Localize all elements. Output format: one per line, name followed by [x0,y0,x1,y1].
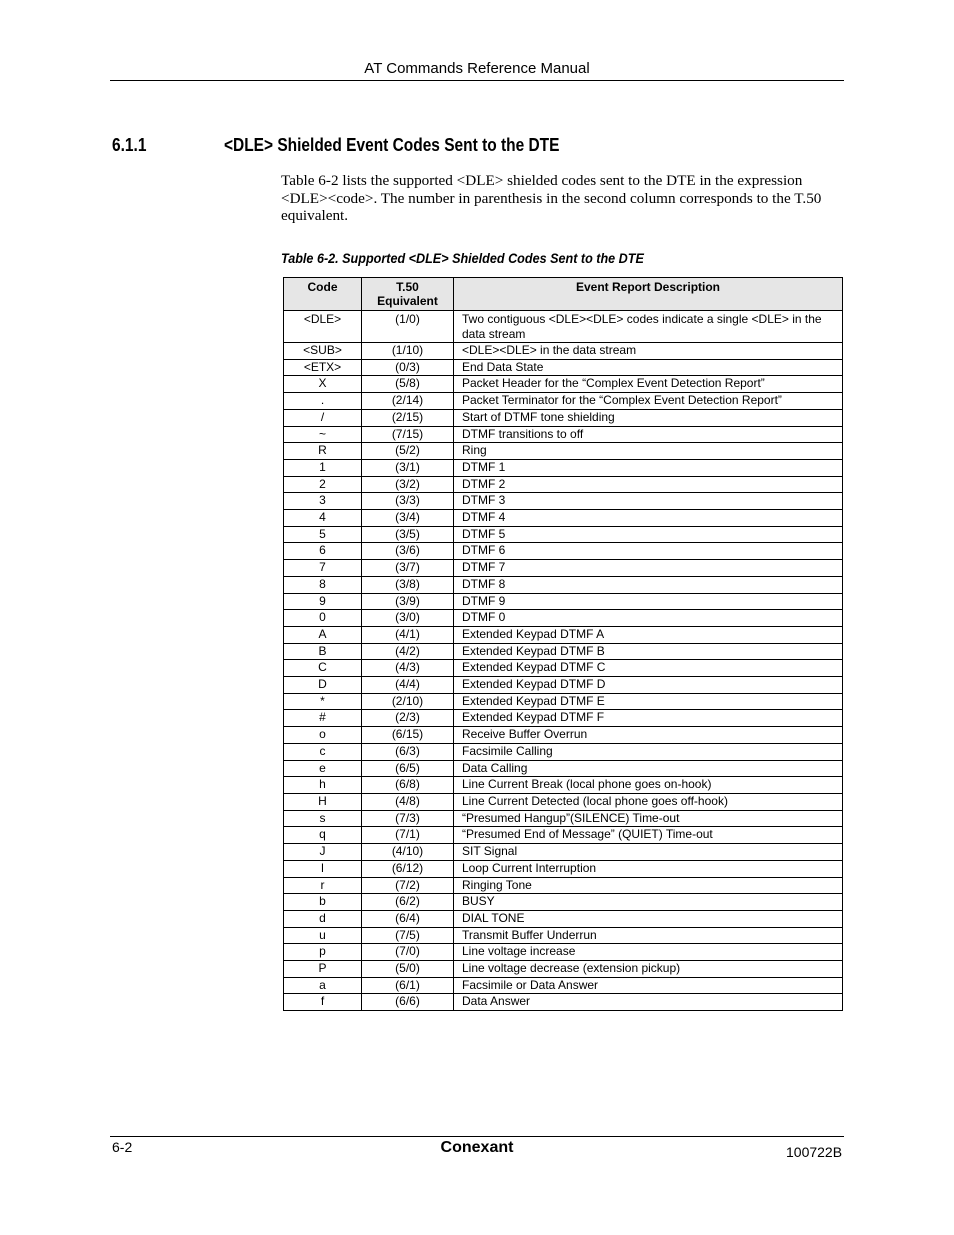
description-cell: Facsimile Calling [454,743,843,760]
t50-cell: (7/1) [362,827,454,844]
description-cell: Extended Keypad DTMF D [454,677,843,694]
code-cell: h [284,777,362,794]
t50-cell: (6/1) [362,977,454,994]
code-cell: 4 [284,510,362,527]
table-row [284,593,843,610]
column-header-description: Event Report Description [454,278,843,311]
header-divider [110,80,844,81]
description-cell: DTMF 8 [454,576,843,593]
code-cell: b [284,894,362,911]
t50-header-line1: T.50 [396,280,419,294]
shielded-codes-table [283,277,843,1011]
description-cell: BUSY [454,894,843,911]
description-cell: “Presumed End of Message” (QUIET) Time-out [454,827,843,844]
t50-cell: (4/1) [362,626,454,643]
table-row [284,944,843,961]
t50-cell: (0/3) [362,359,454,376]
description-cell: DTMF 9 [454,593,843,610]
code-cell: a [284,977,362,994]
table-row [284,376,843,393]
code-cell: 0 [284,610,362,627]
code-cell: ~ [284,426,362,443]
table-row [284,510,843,527]
description-cell: DTMF transitions to off [454,426,843,443]
code-cell: 1 [284,459,362,476]
description-cell: Data Calling [454,760,843,777]
code-cell: 2 [284,476,362,493]
code-cell: 9 [284,593,362,610]
t50-cell: (6/3) [362,743,454,760]
table-row [284,961,843,978]
t50-cell: (4/8) [362,793,454,810]
table-row [284,710,843,727]
table-row [284,693,843,710]
t50-cell: (4/4) [362,677,454,694]
t50-cell: (3/6) [362,543,454,560]
code-cell: D [284,677,362,694]
description-cell: DTMF 1 [454,459,843,476]
table-row [284,994,843,1011]
t50-cell: (3/9) [362,593,454,610]
table-row [284,311,843,343]
t50-cell: (7/5) [362,927,454,944]
code-cell: u [284,927,362,944]
description-cell: DTMF 3 [454,493,843,510]
t50-cell: (6/12) [362,860,454,877]
description-cell: Line Current Break (local phone goes on-hook) [454,777,843,794]
description-cell: Line voltage increase [454,944,843,961]
description-cell: Line voltage decrease (extension pickup) [454,961,843,978]
t50-cell: (3/5) [362,526,454,543]
description-cell: Extended Keypad DTMF B [454,643,843,660]
code-cell: 5 [284,526,362,543]
t50-cell: (2/15) [362,409,454,426]
t50-cell: (7/15) [362,426,454,443]
table-row [284,443,843,460]
table-row [284,560,843,577]
description-cell: Packet Terminator for the “Complex Event Detection Report” [454,393,843,410]
table-row [284,643,843,660]
code-cell: P [284,961,362,978]
table-row [284,359,843,376]
description-cell: DTMF 7 [454,560,843,577]
table-row [284,459,843,476]
t50-cell: (6/8) [362,777,454,794]
description-cell: End Data State [454,359,843,376]
code-cell: A [284,626,362,643]
t50-cell: (6/5) [362,760,454,777]
description-cell: Packet Header for the “Complex Event Detection Report” [454,376,843,393]
code-cell: * [284,693,362,710]
description-cell: DTMF 2 [454,476,843,493]
description-cell: Data Answer [454,994,843,1011]
page-number: 6-2 [112,1139,133,1155]
code-cell: <ETX> [284,359,362,376]
code-cell: 7 [284,560,362,577]
table-row [284,860,843,877]
table-body [284,311,843,1011]
t50-cell: (6/4) [362,910,454,927]
section-number: 6.1.1 [112,135,147,155]
code-cell: r [284,877,362,894]
t50-cell: (4/3) [362,660,454,677]
t50-cell: (3/4) [362,510,454,527]
running-header: AT Commands Reference Manual [364,60,590,77]
description-cell: Ring [454,443,843,460]
company-name: Conexant [440,1139,514,1156]
code-cell: c [284,743,362,760]
t50-cell: (1/10) [362,343,454,360]
code-cell: 8 [284,576,362,593]
code-cell: R [284,443,362,460]
t50-cell: (5/0) [362,961,454,978]
t50-cell: (6/2) [362,894,454,911]
table-row [284,660,843,677]
table-row [284,393,843,410]
t50-cell: (7/2) [362,877,454,894]
description-cell: Extended Keypad DTMF A [454,626,843,643]
intro-paragraph: Table 6-2 lists the supported <DLE> shielded codes sent to the DTE in the expression <DLE><code>. The number in parenthesis in the second column corresponds to the T.50 equivalent. [281,172,822,224]
code-cell: <SUB> [284,343,362,360]
table-header-row [284,278,843,311]
description-cell: Loop Current Interruption [454,860,843,877]
table-row [284,476,843,493]
document-number: 100722B [786,1144,843,1160]
table-row [284,894,843,911]
code-cell: # [284,710,362,727]
t50-cell: (1/0) [362,311,454,343]
t50-cell: (3/2) [362,476,454,493]
code-cell: p [284,944,362,961]
code-cell: d [284,910,362,927]
code-cell: X [284,376,362,393]
code-cell: e [284,760,362,777]
code-cell: o [284,727,362,744]
table-row [284,743,843,760]
t50-cell: (3/0) [362,610,454,627]
table-row [284,777,843,794]
table-row [284,610,843,627]
table-row [284,493,843,510]
description-cell: DTMF 4 [454,510,843,527]
table-row [284,526,843,543]
column-header-t50 [362,278,454,311]
t50-cell: (3/7) [362,560,454,577]
code-cell: C [284,660,362,677]
t50-cell: (5/8) [362,376,454,393]
table-row [284,543,843,560]
t50-cell: (4/2) [362,643,454,660]
t50-cell: (3/1) [362,459,454,476]
t50-header-line2: Equivalent [377,294,438,308]
table-row [284,810,843,827]
description-cell: Extended Keypad DTMF E [454,693,843,710]
table-row [284,343,843,360]
description-cell: Extended Keypad DTMF F [454,710,843,727]
t50-cell: (7/3) [362,810,454,827]
table-caption: Table 6-2. Supported <DLE> Shielded Codes Sent to the DTE [281,250,644,266]
code-cell: s [284,810,362,827]
code-cell: J [284,844,362,861]
table-row [284,927,843,944]
t50-cell: (2/14) [362,393,454,410]
description-cell: DIAL TONE [454,910,843,927]
description-cell: SIT Signal [454,844,843,861]
table-row [284,977,843,994]
table-row [284,576,843,593]
description-cell: Line Current Detected (local phone goes off-hook) [454,793,843,810]
code-cell: <DLE> [284,311,362,343]
t50-cell: (4/10) [362,844,454,861]
code-cell: 6 [284,543,362,560]
table-row [284,877,843,894]
t50-cell: (3/3) [362,493,454,510]
table-row [284,910,843,927]
description-cell: Start of DTMF tone shielding [454,409,843,426]
table-row [284,827,843,844]
t50-cell: (7/0) [362,944,454,961]
description-cell: Extended Keypad DTMF C [454,660,843,677]
section-title: <DLE> Shielded Event Codes Sent to the DTE [224,135,560,155]
table-row [284,793,843,810]
description-cell: Transmit Buffer Underrun [454,927,843,944]
code-cell: / [284,409,362,426]
description-cell: DTMF 6 [454,543,843,560]
footer-divider [110,1136,844,1137]
description-cell: Facsimile or Data Answer [454,977,843,994]
description-cell: DTMF 5 [454,526,843,543]
table-row [284,409,843,426]
table-row [284,677,843,694]
code-cell: l [284,860,362,877]
code-cell: H [284,793,362,810]
code-cell: 3 [284,493,362,510]
table-row [284,626,843,643]
table-row [284,844,843,861]
code-cell: B [284,643,362,660]
t50-cell: (5/2) [362,443,454,460]
description-cell: <DLE><DLE> in the data stream [454,343,843,360]
code-cell: q [284,827,362,844]
code-cell: . [284,393,362,410]
description-cell: “Presumed Hangup”(SILENCE) Time-out [454,810,843,827]
t50-cell: (2/3) [362,710,454,727]
t50-cell: (3/8) [362,576,454,593]
t50-cell: (6/15) [362,727,454,744]
description-cell: DTMF 0 [454,610,843,627]
column-header-code: Code [284,278,362,311]
table-row [284,426,843,443]
t50-cell: (2/10) [362,693,454,710]
description-cell: Ringing Tone [454,877,843,894]
table-row [284,727,843,744]
table-row [284,760,843,777]
t50-cell: (6/6) [362,994,454,1011]
description-cell: Two contiguous <DLE><DLE> codes indicate a single <DLE> in the data stream [454,311,843,343]
description-cell: Receive Buffer Overrun [454,727,843,744]
code-cell: f [284,994,362,1011]
